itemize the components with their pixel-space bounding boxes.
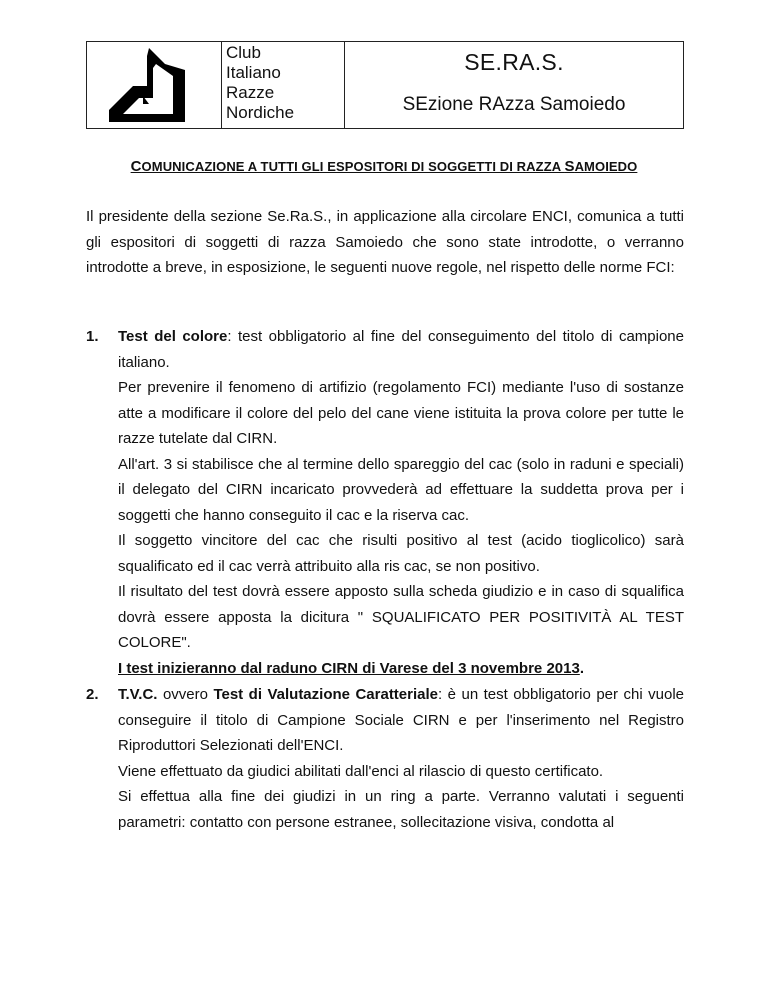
club-line: Italiano: [226, 63, 281, 82]
heading-cap: S: [564, 158, 575, 175]
list-item-tvc: [86, 682, 684, 835]
club-line: Club: [226, 43, 261, 62]
document-heading: [0, 158, 768, 175]
club-name-cell: [222, 42, 345, 128]
heading-text: AMOIEDO: [574, 159, 638, 174]
seras-title: SE.RA.S.: [464, 49, 564, 75]
item-paragraph: Per prevenire il fenomeno di artifizio (regolamento FCI) mediante l'uso di sostanze atte a modificare il colore del pelo del cane viene istituita la prova colore per tutte le razze tutelate dal CIRN.: [118, 379, 684, 447]
seras-cell: [345, 42, 683, 128]
item-bold-label: Test del colore: [118, 328, 228, 345]
item-paragraph: Si effettua alla fine dei giudizi in un ring a parte. Verranno valutati i seguenti parametri: contatto con persone estranee, sollecitazione visiva, condotta al: [118, 788, 684, 831]
item-paragraph: Viene effettuato da giudici abilitati dall'enci al rilascio di questo certificato.: [118, 762, 604, 780]
item-first-paragraph: [118, 682, 684, 759]
seras-subtitle: SEzione RAzza Samoiedo: [402, 94, 626, 115]
item-bold-label: T.V.C.: [118, 686, 158, 703]
item-first-paragraph: [118, 324, 684, 375]
item-paragraph: All'art. 3 si stabilisce che al termine dello spareggio del cac (solo in raduni e speciali) il delegato del CIRN incaricato provvederà ad effettuare la suddetta prova per i soggetti che hanno conseguito il cac e la riserva cac.: [118, 455, 684, 524]
intro-paragraph: [86, 204, 684, 281]
item-body: [118, 682, 684, 835]
item-closing-end: .: [579, 659, 584, 677]
item-text: : test obbligatorio al fine del conseguimento del titolo di campione italiano.: [118, 328, 684, 371]
club-line: Razze: [226, 83, 275, 102]
item-closing-paragraph: [118, 656, 684, 682]
club-line: Nordiche: [226, 103, 295, 122]
list-item-test-colore: [86, 324, 684, 681]
item-closing-underlined: I test inizieranno dal raduno CIRN di Varese del 3 novembre 2013: [118, 659, 580, 677]
item-bold-label: Test di Valutazione Caratteriale: [213, 686, 439, 703]
item-text: ovvero: [157, 686, 214, 703]
heading-cap: C: [130, 158, 142, 175]
intro-text: Il presidente della sezione Se.Ra.S., in applicazione alla circolare ENCI, comunica a tutti gli espositori di soggetti di razza Samoiedo che sono state introdotte, o verranno introdotte a breve, in esposizione, le seguenti nuove regole, nel rispetto delle norme FCI:: [86, 208, 684, 276]
item-body: [118, 324, 684, 681]
header-table: [86, 41, 684, 129]
item-paragraph: Il risultato del test dovrà essere apposto sulla scheda giudizio e in caso di squalifica dovrà essere apposta la dicitura " SQUALIFICATO PER POSITIVITÀ AL TEST COLORE".: [118, 583, 684, 651]
logo-cell: [87, 42, 222, 128]
item-number: 1.: [86, 328, 99, 345]
item-paragraph: Il soggetto vincitore del cac che risulti positivo al test (acido tioglicolico) sarà squalificato ed il cac verrà attribuito alla ris cac, se non positivo.: [118, 532, 684, 575]
heading-text: OMUNICAZIONE A TUTTI GLI ESPOSITORI DI SOGGETTI DI RAZZA: [141, 159, 565, 174]
item-number: 2.: [86, 686, 99, 703]
item-text: : è un test obbligatorio per chi vuole conseguire il titolo di Campione Sociale CIRN e per l'inserimento nel Registro Riproduttori Selezionati dell'ENCI.: [118, 686, 684, 754]
club-logo-icon: [103, 46, 203, 126]
